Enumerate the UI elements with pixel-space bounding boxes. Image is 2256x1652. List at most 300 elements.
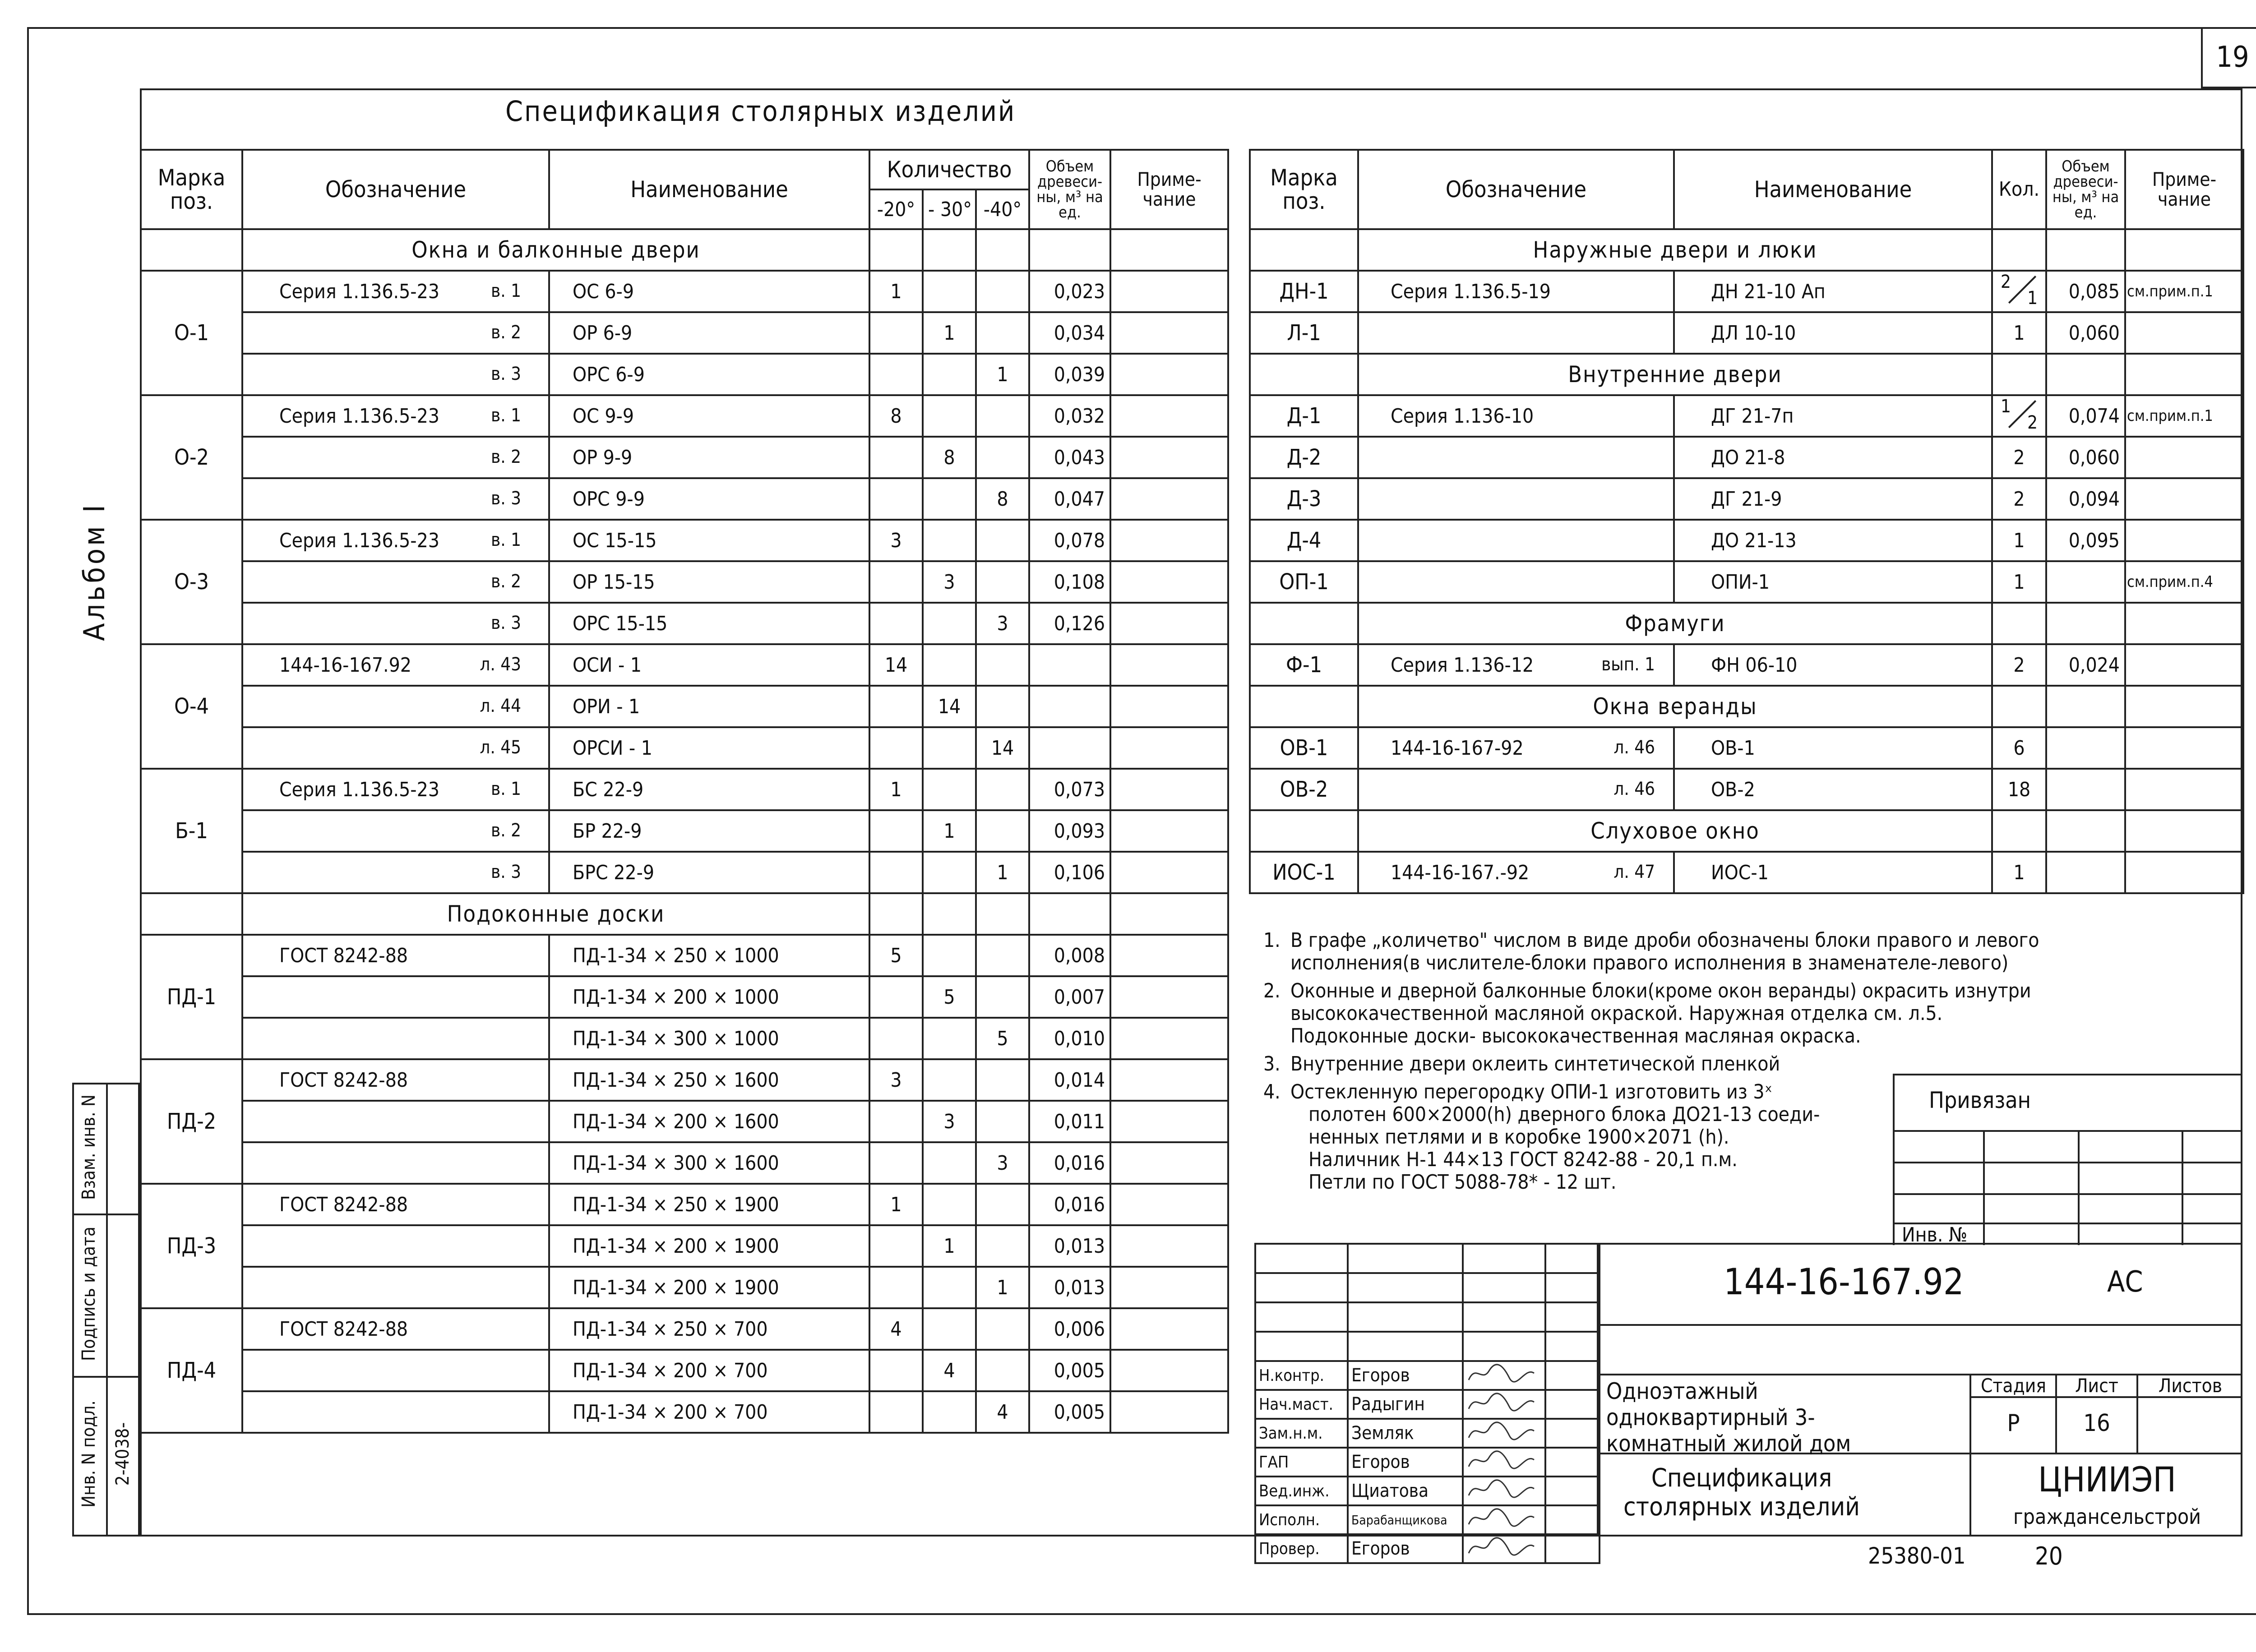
podpis-data-label: Подпись и дата bbox=[79, 1226, 99, 1361]
header-kolichestvo: Количество bbox=[869, 150, 1029, 189]
oboznachenie-cell bbox=[1358, 852, 1674, 893]
signature bbox=[1463, 1390, 1545, 1419]
fraction-denominator: 1 bbox=[2027, 287, 2038, 309]
qty-20-cell: 5 bbox=[869, 935, 923, 976]
note-cell bbox=[2125, 852, 2243, 893]
qty-cell: 2 bbox=[1992, 478, 2046, 520]
section-title: Слуховое окно bbox=[1358, 810, 1992, 852]
signer-row bbox=[1255, 1477, 1600, 1505]
naimenovanie-cell: ДГ 21-7п bbox=[1674, 395, 1992, 437]
qty-30-cell bbox=[923, 354, 976, 395]
qty-30-cell bbox=[923, 935, 976, 976]
oboznachenie-cell bbox=[242, 686, 549, 727]
table-row bbox=[141, 1142, 1228, 1184]
mark-cell: Л-1 bbox=[1250, 312, 1358, 354]
naimenovanie-cell: ОС 9-9 bbox=[549, 395, 869, 437]
volume-cell: 0,126 bbox=[1029, 603, 1110, 644]
volume-cell: 0,095 bbox=[2046, 520, 2125, 561]
qty-20-cell bbox=[869, 1391, 923, 1433]
qty-40-cell bbox=[976, 1184, 1029, 1225]
empty-cell bbox=[1250, 686, 1358, 727]
oboznachenie-cell bbox=[242, 1267, 549, 1308]
qty-30-cell: 1 bbox=[923, 810, 976, 852]
qty-30-cell bbox=[923, 1059, 976, 1101]
qty-40-cell bbox=[976, 810, 1029, 852]
qty-20-cell bbox=[869, 603, 923, 644]
note-item bbox=[1263, 1053, 2247, 1075]
qty-30-cell bbox=[923, 1184, 976, 1225]
oboznachenie-cell bbox=[242, 395, 549, 437]
r-header-oboznachenie: Обозначение bbox=[1358, 150, 1674, 229]
volume-cell: 0,032 bbox=[1029, 395, 1110, 437]
header-t20: -20° bbox=[869, 189, 923, 229]
note-cell bbox=[2125, 520, 2243, 561]
section-row bbox=[1250, 810, 2243, 852]
date-cell bbox=[1545, 1534, 1600, 1563]
r-header-obyem: Объем древеси-ны, м³ на ед. bbox=[2046, 150, 2125, 229]
qty-20-cell bbox=[869, 686, 923, 727]
qty-20-cell bbox=[869, 437, 923, 478]
naimenovanie-cell: ОС 6-9 bbox=[549, 271, 869, 312]
qty-40-cell: 1 bbox=[976, 1267, 1029, 1308]
qty-40-cell: 3 bbox=[976, 1142, 1029, 1184]
note-line: ненных петлями и в коробке 1900×2071 (h). bbox=[1308, 1126, 1729, 1149]
qty-40-cell bbox=[976, 1059, 1029, 1101]
oboznachenie-cell bbox=[242, 1350, 549, 1391]
qty-cell: 18 bbox=[1992, 769, 2046, 810]
version-text: л. 46 bbox=[1613, 779, 1655, 799]
signer-row bbox=[1255, 1534, 1600, 1563]
signature bbox=[1463, 1477, 1545, 1505]
oboznachenie-cell bbox=[242, 769, 549, 810]
oboznachenie-cell bbox=[242, 520, 549, 561]
oboznachenie-text: 144-16-167.92 bbox=[279, 653, 411, 677]
naimenovanie-cell: ОР 15-15 bbox=[549, 561, 869, 603]
signer-row bbox=[1255, 1390, 1600, 1419]
note-cell bbox=[1110, 686, 1228, 727]
note-cell bbox=[1110, 976, 1228, 1018]
qty-40-cell bbox=[976, 437, 1029, 478]
note-cell bbox=[2125, 478, 2243, 520]
naimenovanie-cell: ПД-1-34 × 200 × 1900 bbox=[549, 1267, 869, 1308]
album-label: Альбом I bbox=[78, 502, 111, 641]
empty-cell bbox=[1992, 354, 2046, 395]
empty-cell bbox=[2125, 810, 2243, 852]
oboznachenie-cell bbox=[242, 1184, 549, 1225]
org-sub: гражданcельстрой bbox=[2013, 1504, 2201, 1529]
naimenovanie-cell: ОРСИ - 1 bbox=[549, 727, 869, 769]
volume-cell bbox=[2046, 727, 2125, 769]
signer-name: Барабанщикова bbox=[1348, 1505, 1463, 1534]
volume-cell: 0,010 bbox=[1029, 1018, 1110, 1059]
volume-cell: 0,093 bbox=[1029, 810, 1110, 852]
version-text: вып. 1 bbox=[1601, 654, 1655, 675]
oboznachenie-text: 144-16-167-92 bbox=[1391, 736, 1524, 760]
note-line: Наличник Н-1 44×13 ГОСТ 8242-88 - 20,1 п.м. bbox=[1308, 1148, 1738, 1171]
note-line: Внутренние двери оклеить синтетической пленкой bbox=[1290, 1052, 1780, 1075]
mark-cell: О-3 bbox=[141, 520, 242, 644]
stadia-label: Стадия bbox=[1981, 1375, 2046, 1397]
volume-cell: 0,008 bbox=[1029, 935, 1110, 976]
qty-30-cell: 4 bbox=[923, 1350, 976, 1391]
qty-20-cell bbox=[869, 1225, 923, 1267]
oboznachenie-cell bbox=[242, 478, 549, 520]
note-line: Остекленную перегородку ОПИ-1 изготовить из 3ˣ bbox=[1290, 1080, 1773, 1103]
mark-cell: ПД-4 bbox=[141, 1308, 242, 1433]
qty-30-cell bbox=[923, 644, 976, 686]
section-row bbox=[1250, 686, 2243, 727]
inv-podl-label: Инв. N подл. bbox=[79, 1400, 99, 1508]
qty-cell: 2 bbox=[1992, 437, 2046, 478]
empty-cell bbox=[1110, 229, 1228, 271]
empty-cell bbox=[1992, 810, 2046, 852]
qty-30-cell bbox=[923, 271, 976, 312]
section-title: Внутренние двери bbox=[1358, 354, 1992, 395]
signature-scribble bbox=[1466, 1506, 1539, 1529]
qty-cell: 1 bbox=[1992, 561, 2046, 603]
volume-cell: 0,005 bbox=[1029, 1391, 1110, 1433]
qty-40-cell bbox=[976, 520, 1029, 561]
naimenovanie-cell: ДЛ 10-10 bbox=[1674, 312, 1992, 354]
version-text: л. 43 bbox=[480, 654, 521, 675]
naimenovanie-cell: ОР 9-9 bbox=[549, 437, 869, 478]
project-title: Одноэтажный одноквартирный 3-комнатный жилой дом bbox=[1606, 1378, 1851, 1457]
naimenovanie-cell: ПД-1-34 × 200 × 1000 bbox=[549, 976, 869, 1018]
naimenovanie-cell: ПД-1-34 × 250 × 1000 bbox=[549, 935, 869, 976]
signature-scribble bbox=[1466, 1535, 1539, 1558]
mark-cell: ПД-2 bbox=[141, 1059, 242, 1184]
qty-20-cell bbox=[869, 312, 923, 354]
qty-40-cell: 14 bbox=[976, 727, 1029, 769]
oboznachenie-cell bbox=[1358, 271, 1674, 312]
volume-cell bbox=[2046, 852, 2125, 893]
mark-cell: Д-4 bbox=[1250, 520, 1358, 561]
oboznachenie-text: Серия 1.136.5-23 bbox=[279, 280, 439, 303]
qty-40-cell bbox=[976, 935, 1029, 976]
signer-name: Земляк bbox=[1348, 1419, 1463, 1448]
qty-20-cell bbox=[869, 1267, 923, 1308]
oboznachenie-cell bbox=[242, 1142, 549, 1184]
qty-cell: 1 bbox=[1992, 312, 2046, 354]
mark-cell: ОП-1 bbox=[1250, 561, 1358, 603]
qty-30-cell: 5 bbox=[923, 976, 976, 1018]
note-cell bbox=[1110, 1059, 1228, 1101]
oboznachenie-cell bbox=[1358, 478, 1674, 520]
mark-cell: ДН-1 bbox=[1250, 271, 1358, 312]
mark-cell: Д-1 bbox=[1250, 395, 1358, 437]
empty-cell bbox=[976, 229, 1029, 271]
empty-cell bbox=[1110, 893, 1228, 935]
table-row bbox=[141, 395, 1228, 437]
table-row bbox=[141, 935, 1228, 976]
table-row bbox=[1250, 437, 2243, 478]
qty-20-cell: 14 bbox=[869, 644, 923, 686]
qty-40-cell bbox=[976, 1308, 1029, 1350]
qty-20-cell: 8 bbox=[869, 395, 923, 437]
qty-30-cell: 3 bbox=[923, 561, 976, 603]
signature bbox=[1463, 1361, 1545, 1390]
signature-scribble bbox=[1466, 1362, 1539, 1384]
table-row bbox=[1250, 271, 2243, 312]
volume-cell: 0,039 bbox=[1029, 354, 1110, 395]
qty-40-cell: 1 bbox=[976, 852, 1029, 893]
empty-cell bbox=[1250, 229, 1358, 271]
qty-20-cell bbox=[869, 810, 923, 852]
oboznachenie-text: Серия 1.136.5-23 bbox=[279, 529, 439, 552]
volume-cell: 0,073 bbox=[1029, 769, 1110, 810]
qty-20-cell bbox=[869, 727, 923, 769]
table-row bbox=[1250, 769, 2243, 810]
version-text: в. 3 bbox=[491, 862, 521, 882]
table-row bbox=[1250, 478, 2243, 520]
qty-40-cell: 5 bbox=[976, 1018, 1029, 1059]
note-cell: см.прим.п.1 bbox=[2125, 395, 2243, 437]
qty-20-cell: 1 bbox=[869, 271, 923, 312]
note-cell bbox=[1110, 603, 1228, 644]
org-name: ЦНИИЭП bbox=[2038, 1459, 2176, 1500]
naimenovanie-cell: БРС 22-9 bbox=[549, 852, 869, 893]
signer-name: Егоров bbox=[1348, 1534, 1463, 1563]
version-text: л. 47 bbox=[1613, 862, 1655, 882]
signer-role: Н.контр. bbox=[1255, 1361, 1348, 1390]
qty-30-cell: 8 bbox=[923, 437, 976, 478]
qty-40-cell bbox=[976, 271, 1029, 312]
note-cell bbox=[1110, 561, 1228, 603]
note-line: Петли по ГОСТ 5088-78* - 12 шт. bbox=[1308, 1171, 1617, 1194]
empty-cell bbox=[923, 893, 976, 935]
note-line: исполнения(в числителе-блоки правого исполнения в знаменателе-левого) bbox=[1290, 951, 2009, 974]
mark-cell: ИОС-1 bbox=[1250, 852, 1358, 893]
volume-cell: 0,013 bbox=[1029, 1225, 1110, 1267]
table-row bbox=[141, 686, 1228, 727]
oboznachenie-cell bbox=[242, 1018, 549, 1059]
volume-cell bbox=[1029, 686, 1110, 727]
mark-cell: ПД-1 bbox=[141, 935, 242, 1059]
mark-cell: Ф-1 bbox=[1250, 644, 1358, 686]
table-row bbox=[1250, 395, 2243, 437]
signer-name: Щиатова bbox=[1348, 1477, 1463, 1505]
version-text: в. 1 bbox=[491, 779, 521, 799]
privyazan-block bbox=[1893, 1074, 2242, 1245]
left-side-stamp bbox=[72, 1083, 140, 1537]
oboznachenie-cell bbox=[1358, 727, 1674, 769]
version-text: в. 1 bbox=[491, 281, 521, 301]
naimenovanie-cell: ПД-1-34 × 200 × 1600 bbox=[549, 1101, 869, 1142]
table-row bbox=[1250, 644, 2243, 686]
qty-40-cell bbox=[976, 561, 1029, 603]
note-line: Подоконные доски- высококачественная масляная окраска. bbox=[1290, 1024, 1861, 1047]
naimenovanie-cell: ИОС-1 bbox=[1674, 852, 1992, 893]
version-text: л. 46 bbox=[1613, 737, 1655, 758]
note-cell bbox=[1110, 810, 1228, 852]
oboznachenie-cell bbox=[242, 727, 549, 769]
qty-30-cell bbox=[923, 478, 976, 520]
note-cell bbox=[1110, 1308, 1228, 1350]
page-number: 19 bbox=[2216, 41, 2249, 74]
version-text: в. 2 bbox=[491, 571, 521, 592]
qty-30-cell bbox=[923, 1018, 976, 1059]
signer-row bbox=[1255, 1361, 1600, 1390]
section-title: Окна веранды bbox=[1358, 686, 1992, 727]
note-cell bbox=[1110, 1101, 1228, 1142]
volume-cell: 0,013 bbox=[1029, 1267, 1110, 1308]
qty-40-cell bbox=[976, 769, 1029, 810]
naimenovanie-cell: ОВ-1 bbox=[1674, 727, 1992, 769]
naimenovanie-cell: ДО 21-13 bbox=[1674, 520, 1992, 561]
note-cell bbox=[1110, 1267, 1228, 1308]
qty-cell: 1 bbox=[1992, 852, 2046, 893]
oboznachenie-cell bbox=[242, 935, 549, 976]
mark-cell: Д-3 bbox=[1250, 478, 1358, 520]
oboznachenie-cell bbox=[242, 561, 549, 603]
volume-cell: 0,094 bbox=[2046, 478, 2125, 520]
oboznachenie-cell bbox=[1358, 644, 1674, 686]
fraction-denominator: 2 bbox=[2027, 412, 2038, 433]
volume-cell: 0,011 bbox=[1029, 1101, 1110, 1142]
signer-name: Радыгин bbox=[1348, 1390, 1463, 1419]
table-row bbox=[141, 1391, 1228, 1433]
empty-cell bbox=[2046, 354, 2125, 395]
table-row bbox=[1250, 727, 2243, 769]
oboznachenie-text: Серия 1.136.5-23 bbox=[279, 778, 439, 801]
qty-30-cell bbox=[923, 852, 976, 893]
section-row bbox=[141, 893, 1228, 935]
listov-label: Листов bbox=[2158, 1375, 2223, 1397]
doc-code: 144-16-167.92 bbox=[1724, 1261, 1964, 1303]
list-label: Лист bbox=[2075, 1375, 2118, 1397]
mark-cell: Д-2 bbox=[1250, 437, 1358, 478]
footer-page: 20 bbox=[2035, 1542, 2063, 1570]
qty-40-cell bbox=[976, 395, 1029, 437]
volume-cell: 0,085 bbox=[2046, 271, 2125, 312]
note-cell bbox=[1110, 520, 1228, 561]
oboznachenie-cell bbox=[242, 852, 549, 893]
naimenovanie-cell: ПД-1-34 × 200 × 700 bbox=[549, 1391, 869, 1433]
naimenovanie-cell: ОРИ - 1 bbox=[549, 686, 869, 727]
qty-20-cell bbox=[869, 1142, 923, 1184]
version-text: в. 2 bbox=[491, 322, 521, 343]
oboznachenie-cell bbox=[242, 437, 549, 478]
fraction bbox=[1999, 271, 2039, 309]
note-cell bbox=[2125, 437, 2243, 478]
naimenovanie-cell: ОС 15-15 bbox=[549, 520, 869, 561]
qty-20-cell bbox=[869, 976, 923, 1018]
volume-cell: 0,006 bbox=[1029, 1308, 1110, 1350]
section-row bbox=[1250, 229, 2243, 271]
header-oboznachenie: Обозначение bbox=[242, 150, 549, 229]
table-row bbox=[141, 1350, 1228, 1391]
qty-30-cell bbox=[923, 603, 976, 644]
fraction-numerator: 1 bbox=[2001, 396, 2011, 417]
version-text: л. 45 bbox=[480, 737, 521, 758]
qty-30-cell bbox=[923, 395, 976, 437]
qty-cell bbox=[1992, 395, 2046, 437]
signer-role: Провер. bbox=[1255, 1534, 1348, 1563]
volume-cell: 0,106 bbox=[1029, 852, 1110, 893]
note-line: высококачественной масляной окраской. Наружная отделка см. л.5. bbox=[1290, 1002, 1943, 1025]
section-title: Окна и балконные двери bbox=[242, 229, 869, 271]
volume-cell: 0,060 bbox=[2046, 437, 2125, 478]
qty-cell: 1 bbox=[1992, 520, 2046, 561]
qty-40-cell bbox=[976, 1225, 1029, 1267]
version-text: в. 1 bbox=[491, 405, 521, 426]
header-t30: - 30° bbox=[923, 189, 976, 229]
table-row bbox=[141, 727, 1228, 769]
qty-20-cell: 4 bbox=[869, 1308, 923, 1350]
table-row bbox=[141, 1267, 1228, 1308]
section-row bbox=[141, 229, 1228, 271]
empty-cell bbox=[976, 893, 1029, 935]
signer-role: Нач.маст. bbox=[1255, 1390, 1348, 1419]
inv-label: Инв. № bbox=[1902, 1223, 1968, 1246]
empty-cell bbox=[923, 229, 976, 271]
qty-30-cell bbox=[923, 1267, 976, 1308]
signer-role: Зам.н.м. bbox=[1255, 1419, 1348, 1448]
table-row bbox=[141, 810, 1228, 852]
qty-40-cell: 1 bbox=[976, 354, 1029, 395]
note-cell bbox=[1110, 727, 1228, 769]
table-row bbox=[141, 976, 1228, 1018]
signer-name: Егоров bbox=[1348, 1448, 1463, 1477]
empty-cell bbox=[2125, 686, 2243, 727]
volume-cell: 0,078 bbox=[1029, 520, 1110, 561]
header-primechanie: Приме-чание bbox=[1110, 150, 1228, 229]
date-cell bbox=[1545, 1448, 1600, 1477]
naimenovanie-cell: ПД-1-34 × 300 × 1000 bbox=[549, 1018, 869, 1059]
signer-role: Вед.инж. bbox=[1255, 1477, 1348, 1505]
fraction bbox=[1999, 396, 2039, 433]
signer-role: Исполн. bbox=[1255, 1505, 1348, 1534]
qty-40-cell: 3 bbox=[976, 603, 1029, 644]
qty-40-cell bbox=[976, 1350, 1029, 1391]
table-row bbox=[141, 1018, 1228, 1059]
naimenovanie-cell: ПД-1-34 × 250 × 1900 bbox=[549, 1184, 869, 1225]
note-line: полотен 600×2000(h) дверного блока ДО21-13 соеди- bbox=[1308, 1103, 1820, 1126]
note-cell bbox=[1110, 1184, 1228, 1225]
qty-30-cell bbox=[923, 520, 976, 561]
mark-cell: ПД-3 bbox=[141, 1184, 242, 1308]
signer-row bbox=[1255, 1505, 1600, 1534]
note-cell bbox=[1110, 644, 1228, 686]
signature-scribble bbox=[1466, 1477, 1539, 1500]
qty-20-cell bbox=[869, 1101, 923, 1142]
note-cell bbox=[1110, 395, 1228, 437]
empty-cell bbox=[1250, 603, 1358, 644]
version-text: в. 3 bbox=[491, 613, 521, 633]
empty-cell bbox=[2125, 229, 2243, 271]
qty-20-cell bbox=[869, 354, 923, 395]
version-text: л. 44 bbox=[480, 696, 521, 716]
naimenovanie-cell: ОРС 15-15 bbox=[549, 603, 869, 644]
qty-20-cell bbox=[869, 852, 923, 893]
oboznachenie-cell bbox=[242, 354, 549, 395]
volume-cell: 0,023 bbox=[1029, 271, 1110, 312]
volume-cell bbox=[1029, 644, 1110, 686]
empty-cell bbox=[1029, 229, 1110, 271]
oboznachenie-cell bbox=[242, 1308, 549, 1350]
list-value: 16 bbox=[2083, 1410, 2110, 1437]
version-text: в. 2 bbox=[491, 447, 521, 467]
signature-scribble bbox=[1466, 1449, 1539, 1471]
naimenovanie-cell: БР 22-9 bbox=[549, 810, 869, 852]
signer-row bbox=[1255, 1419, 1600, 1448]
qty-40-cell bbox=[976, 644, 1029, 686]
fraction-numerator: 2 bbox=[2001, 271, 2011, 292]
signature-scribble bbox=[1466, 1391, 1539, 1413]
naimenovanie-cell: ПД-1-34 × 250 × 1600 bbox=[549, 1059, 869, 1101]
note-cell bbox=[1110, 1350, 1228, 1391]
doc-suffix: АС bbox=[2107, 1265, 2143, 1299]
